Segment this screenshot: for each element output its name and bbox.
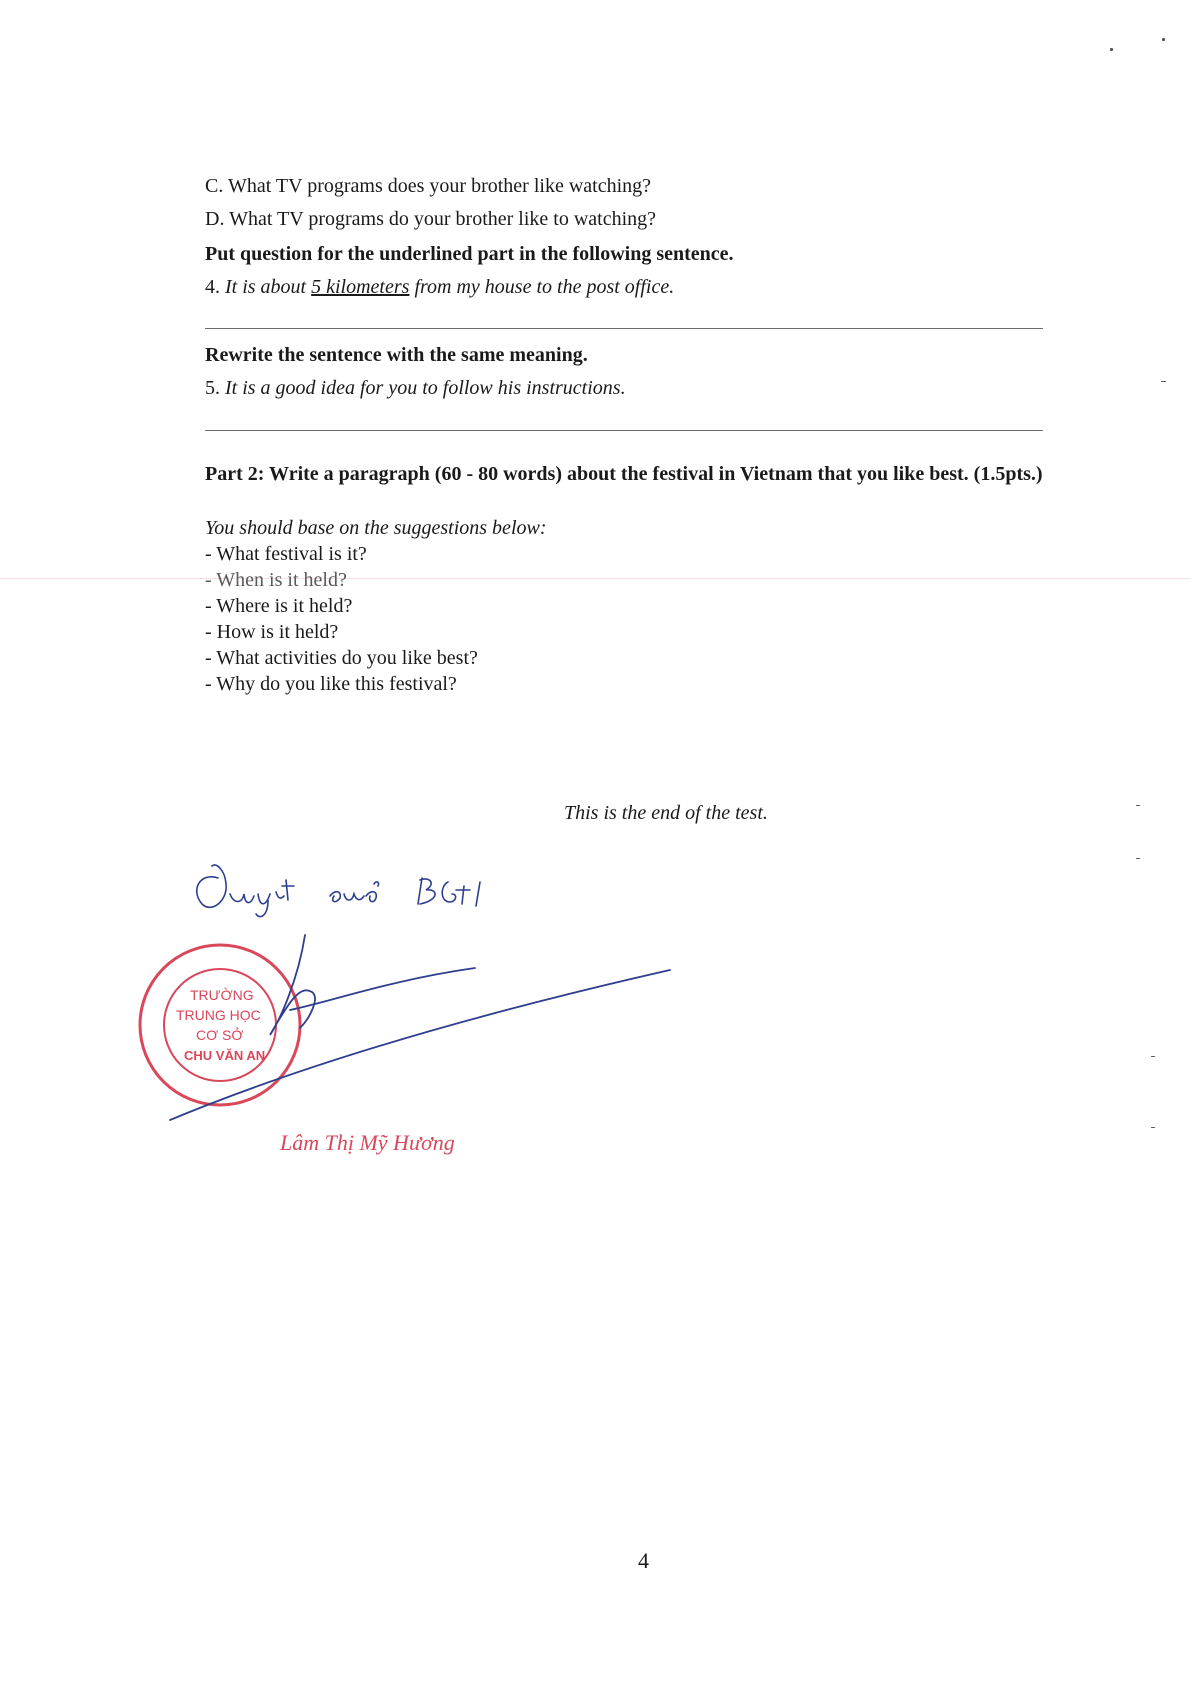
- svg-text:TRUNG HỌC: TRUNG HỌC: [176, 1007, 261, 1023]
- suggestion-item: - What festival is it?: [205, 543, 367, 565]
- underlined-part: 5 kilometers: [311, 276, 410, 298]
- question-number: 4.: [205, 276, 220, 298]
- suggestion-item: - Where is it held?: [205, 595, 353, 617]
- end-of-test-note: This is the end of the test.: [564, 802, 768, 824]
- scan-artifact-line: [0, 578, 1191, 579]
- suggestion-item: - When is it held?: [205, 569, 347, 591]
- signature: [170, 935, 670, 1120]
- suggestion-item: - What activities do you like best?: [205, 647, 478, 669]
- instruction-put-question: Put question for the underlined part in the following sentence.: [205, 243, 734, 265]
- scan-speck: [1136, 858, 1140, 859]
- sentence-end: from my house to the post office.: [409, 276, 675, 298]
- part2-heading: Part 2: Write a paragraph (60 - 80 words) about the festival in Vietnam that you like best. (1.5pts.): [205, 463, 1043, 485]
- signer-name: Lâm Thị Mỹ Hương: [280, 1130, 455, 1155]
- scan-speck: [1110, 48, 1113, 51]
- suggestion-item: - How is it held?: [205, 621, 339, 643]
- question-number: 5.: [205, 377, 220, 399]
- sentence-start: It is about: [225, 276, 312, 298]
- question-5-sentence: [205, 375, 626, 401]
- scan-speck: [1136, 805, 1140, 806]
- option-c: C. What TV programs does your brother like watching?: [205, 175, 652, 197]
- rewrite-sentence: It is a good idea for you to follow his instructions.: [225, 377, 626, 399]
- answer-line-4: [205, 328, 1043, 329]
- svg-text:TRƯỜNG: TRƯỜNG: [190, 987, 254, 1003]
- instruction-rewrite: Rewrite the sentence with the same meaning.: [205, 344, 588, 366]
- svg-text:CHU VĂN AN: CHU VĂN AN: [184, 1048, 266, 1063]
- suggestion-item: - Why do you like this festival?: [205, 673, 457, 695]
- scan-speck: [1162, 38, 1165, 41]
- answer-line-5: [205, 430, 1043, 431]
- scan-speck: [1151, 1127, 1155, 1128]
- question-4-sentence: [205, 274, 674, 300]
- svg-text:CƠ SỞ: CƠ SỞ: [196, 1027, 244, 1043]
- option-d: D. What TV programs do your brother like to watching?: [205, 208, 657, 230]
- handwritten-approval-note: [197, 865, 480, 917]
- scan-speck: [1151, 1056, 1155, 1057]
- scan-speck: [1161, 381, 1166, 382]
- page-number: 4: [638, 1548, 649, 1573]
- approval-stamp-and-signature: [130, 860, 710, 1180]
- approval-signature-block: [130, 860, 710, 1180]
- part2-hint: You should base on the suggestions below:: [205, 517, 547, 539]
